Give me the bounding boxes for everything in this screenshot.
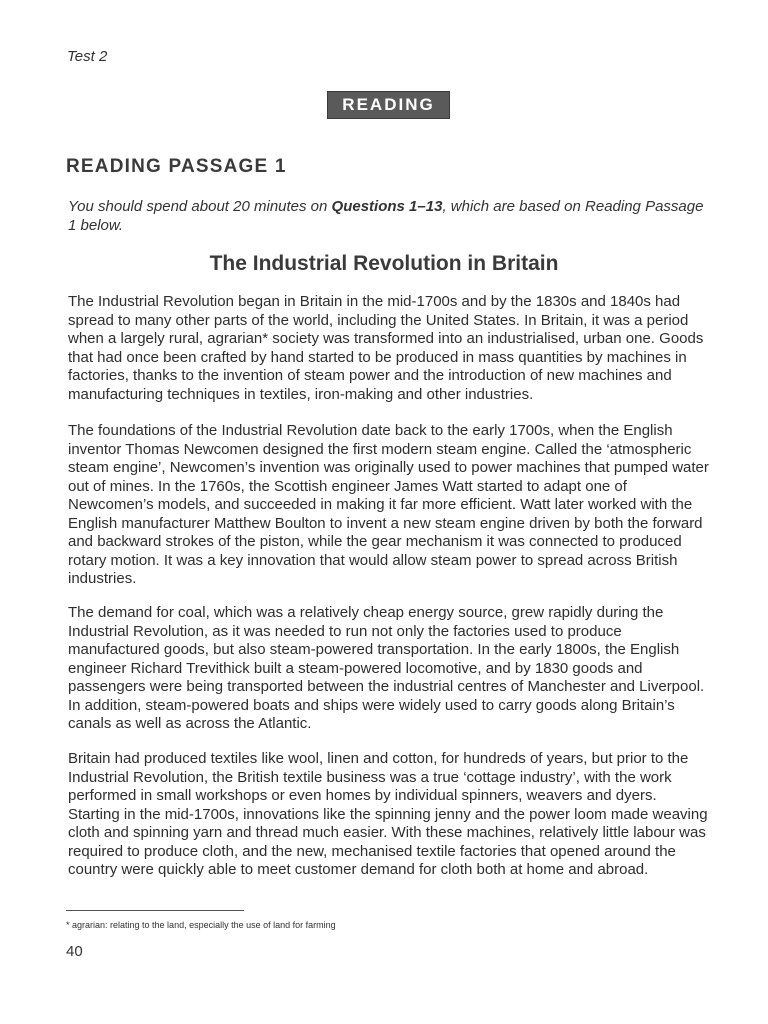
instructions <box>68 197 708 235</box>
instructions-text-after: , which are based on Reading Passage 1 below. <box>68 198 704 234</box>
footnote: * agrarian: relating to the land, especially the use of land for farming <box>66 920 336 930</box>
paragraph: Britain had produced textiles like wool, linen and cotton, for hundreds of years, but prior to the Industrial Revolution, the British textile business was a true ‘cottage industry’, with the work performed in small workshops or even homes by individual spinners, weavers and dyers. Starting in the mid-1700s, innovations like the spinning jenny and the power loom made weaving cloth and spinning yarn and thread much easier. With these machines, relatively little labour was required to produce cloth, and the new, mechanised textile factories that opened around the country were quickly able to meet customer demand for cloth both at home and abroad. <box>68 750 708 878</box>
paragraph: The Industrial Revolution began in Britain in the mid-1700s and by the 1830s and 1840s had spread to many other parts of the world, including the United States. In Britain, it was a period when a largely rural, agrarian* society was transformed into an industrialised, urban one. Goods that had once been crafted by hand started to be produced in mass quantities by machines in factories, thanks to the invention of steam power and the introduction of new machines and manufacturing techniques in textiles, iron-making and other industries. <box>68 293 704 403</box>
instructions-text-before: You should spend about 20 minutes on <box>68 198 332 215</box>
section-banner <box>327 91 450 119</box>
paragraph: The demand for coal, which was a relatively cheap energy source, grew rapidly during the Industrial Revolution, as it was needed to run not only the factories used to produce manufactured goods, but also steam-powered transportation. In the early 1800s, the English engineer Richard Trevithick built a steam-powered locomotive, and by 1830 goods and passengers were being transported between the industrial centres of Manchester and Liverpool. In addition, steam-powered boats and ships were widely used to carry goods along Britain’s canals as well as across the Atlantic. <box>68 604 705 732</box>
footnote-divider <box>66 910 244 911</box>
paragraph: The foundations of the Industrial Revolution date back to the early 1700s, when the English inventor Thomas Newcomen designed the first modern steam engine. Called the ‘atmospheric steam engine’, Newcomen’s invention was originally used to power machines that pumped water out of mines. In the 1760s, the Scottish engineer James Watt started to adapt one of Newcomen’s models, and succeeded in making it far more efficient. Watt later worked with the English manufacturer Matthew Boulton to invent a new steam engine driven by both the forward and backward strokes of the piston, while the gear mechanism it was connected to produced rotary motion. It was a key innovation that would allow steam power to spread across British industries. <box>68 422 709 587</box>
instructions-questions: Questions 1–13 <box>331 198 443 215</box>
test-label: Test 2 <box>67 48 108 65</box>
passage-heading: READING PASSAGE 1 <box>66 156 287 177</box>
page-number: 40 <box>66 943 83 960</box>
passage-title: The Industrial Revolution in Britain <box>209 252 559 275</box>
section-label: READING <box>342 95 435 114</box>
